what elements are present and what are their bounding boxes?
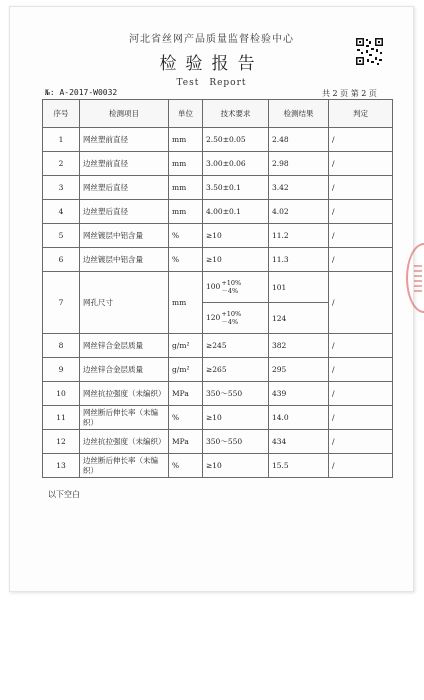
cell-item: 边丝锌合金层质量 — [80, 358, 169, 382]
cell-result: 4.02 — [269, 200, 329, 224]
cell-verdict: / — [329, 358, 393, 382]
cell-requirement: ≥265 — [203, 358, 269, 382]
table-row — [43, 128, 393, 152]
col-header-item: 检测项目 — [80, 100, 169, 128]
col-header-verdict: 判定 — [329, 100, 393, 128]
cell-item: 网丝塑前直径 — [80, 128, 169, 152]
cell-verdict: / — [329, 176, 393, 200]
cell-seq: 11 — [43, 406, 80, 430]
cell-unit: mm — [169, 152, 203, 176]
cell-requirement: ≥245 — [203, 334, 269, 358]
table-row — [43, 224, 393, 248]
cell-requirement: 4.00±0.1 — [203, 200, 269, 224]
tolerance-plus: +10% — [221, 279, 242, 287]
cell-seq: 6 — [43, 248, 80, 272]
cell-seq: 7 — [43, 272, 80, 334]
cell-verdict: / — [329, 224, 393, 248]
table-row — [43, 382, 393, 406]
cell-requirement: ≥10 — [203, 406, 269, 430]
requirement-base: 120 — [206, 313, 221, 322]
cell-result: 15.5 — [269, 454, 329, 478]
cell-item: 网丝抗拉强度（未编织） — [80, 382, 169, 406]
cell-unit: mm — [169, 200, 203, 224]
table-row — [43, 248, 393, 272]
cell-verdict: / — [329, 200, 393, 224]
cell-requirement: 2.50±0.05 — [203, 128, 269, 152]
cell-unit: mm — [169, 176, 203, 200]
cell-unit: g/m² — [169, 334, 203, 358]
cell-requirement — [203, 272, 269, 303]
cell-unit: % — [169, 406, 203, 430]
cell-result: 101 — [269, 272, 329, 303]
tolerance — [221, 310, 241, 326]
cell-result: 14.0 — [269, 406, 329, 430]
col-header-result: 检测结果 — [269, 100, 329, 128]
cell-verdict: / — [329, 430, 393, 454]
cell-item: 边丝断后伸长率（未编织） — [80, 454, 169, 478]
cell-requirement: 3.50±0.1 — [203, 176, 269, 200]
report-title: 检验报告 — [159, 54, 264, 74]
cell-unit: % — [169, 224, 203, 248]
cell-seq: 8 — [43, 334, 80, 358]
cell-verdict: / — [329, 248, 393, 272]
cell-requirement: 350～550 — [203, 430, 269, 454]
cell-item: 网丝塑后直径 — [80, 176, 169, 200]
cell-unit: % — [169, 454, 203, 478]
cell-requirement: ≥10 — [203, 224, 269, 248]
table-row — [43, 406, 393, 430]
cell-result: 2.48 — [269, 128, 329, 152]
report-number: №: A-2017-W0032 — [45, 88, 118, 97]
cell-item: 网丝镀层中铝含量 — [80, 224, 169, 248]
table-row — [43, 358, 393, 382]
qr-code-icon — [355, 37, 384, 66]
cell-unit: % — [169, 248, 203, 272]
cell-seq: 12 — [43, 430, 80, 454]
cell-seq: 4 — [43, 200, 80, 224]
cell-result: 382 — [269, 334, 329, 358]
table-row — [43, 334, 393, 358]
cell-verdict: / — [329, 272, 393, 334]
table-row — [43, 152, 393, 176]
cell-result: 124 — [269, 303, 329, 334]
table-row — [43, 272, 393, 303]
table-row — [43, 200, 393, 224]
cell-verdict: / — [329, 152, 393, 176]
col-header-unit: 单位 — [169, 100, 203, 128]
cell-item: 网丝锌合金层质量 — [80, 334, 169, 358]
cell-requirement — [203, 303, 269, 334]
cell-requirement: ≥10 — [203, 248, 269, 272]
seal-text-mark — [414, 262, 422, 292]
cell-item: 边丝塑前直径 — [80, 152, 169, 176]
cell-item: 网丝断后伸长率（未编织） — [80, 406, 169, 430]
cell-requirement: 3.00±0.06 — [203, 152, 269, 176]
cell-unit: mm — [169, 128, 203, 152]
cell-unit: MPa — [169, 382, 203, 406]
page-info: 共 2 页 第 2 页 — [322, 89, 377, 98]
cell-requirement: 350～550 — [203, 382, 269, 406]
cell-seq: 1 — [43, 128, 80, 152]
cell-verdict: / — [329, 382, 393, 406]
cell-seq: 10 — [43, 382, 80, 406]
cell-item: 边丝抗拉强度（未编织） — [80, 430, 169, 454]
cell-result: 434 — [269, 430, 329, 454]
cell-result: 2.98 — [269, 152, 329, 176]
tolerance-minus: －4% — [221, 287, 239, 295]
cell-verdict: / — [329, 406, 393, 430]
cell-item: 边丝镀层中铝含量 — [80, 248, 169, 272]
col-header-seq: 序号 — [43, 100, 80, 128]
requirement-base: 100 — [206, 282, 221, 291]
cell-verdict: / — [329, 128, 393, 152]
cell-verdict: / — [329, 334, 393, 358]
cell-result: 295 — [269, 358, 329, 382]
table-row — [43, 176, 393, 200]
table-row — [43, 430, 393, 454]
col-header-requirement: 技术要求 — [203, 100, 269, 128]
table-header-row — [43, 100, 393, 128]
cell-result: 439 — [269, 382, 329, 406]
cell-result: 11.2 — [269, 224, 329, 248]
results-table — [42, 99, 393, 478]
cell-result: 3.42 — [269, 176, 329, 200]
cell-seq: 3 — [43, 176, 80, 200]
cell-unit: g/m² — [169, 358, 203, 382]
cell-verdict: / — [329, 454, 393, 478]
cell-item: 网孔尺寸 — [80, 272, 169, 334]
cell-seq: 2 — [43, 152, 80, 176]
organization-name: 河北省丝网产品质量监督检验中心 — [129, 34, 294, 45]
tolerance-minus: －4% — [221, 318, 239, 326]
cell-seq: 13 — [43, 454, 80, 478]
cell-item: 边丝塑后直径 — [80, 200, 169, 224]
tolerance-plus: +10% — [221, 310, 242, 318]
cell-requirement: ≥10 — [203, 454, 269, 478]
cell-seq: 9 — [43, 358, 80, 382]
tolerance — [221, 279, 241, 295]
cell-result: 11.3 — [269, 248, 329, 272]
cell-unit: mm — [169, 272, 203, 334]
table-row — [43, 454, 393, 478]
report-subtitle: Test Report — [176, 78, 247, 88]
cell-unit: MPa — [169, 430, 203, 454]
cell-seq: 5 — [43, 224, 80, 248]
end-of-content-note: 以下空白 — [48, 490, 80, 499]
